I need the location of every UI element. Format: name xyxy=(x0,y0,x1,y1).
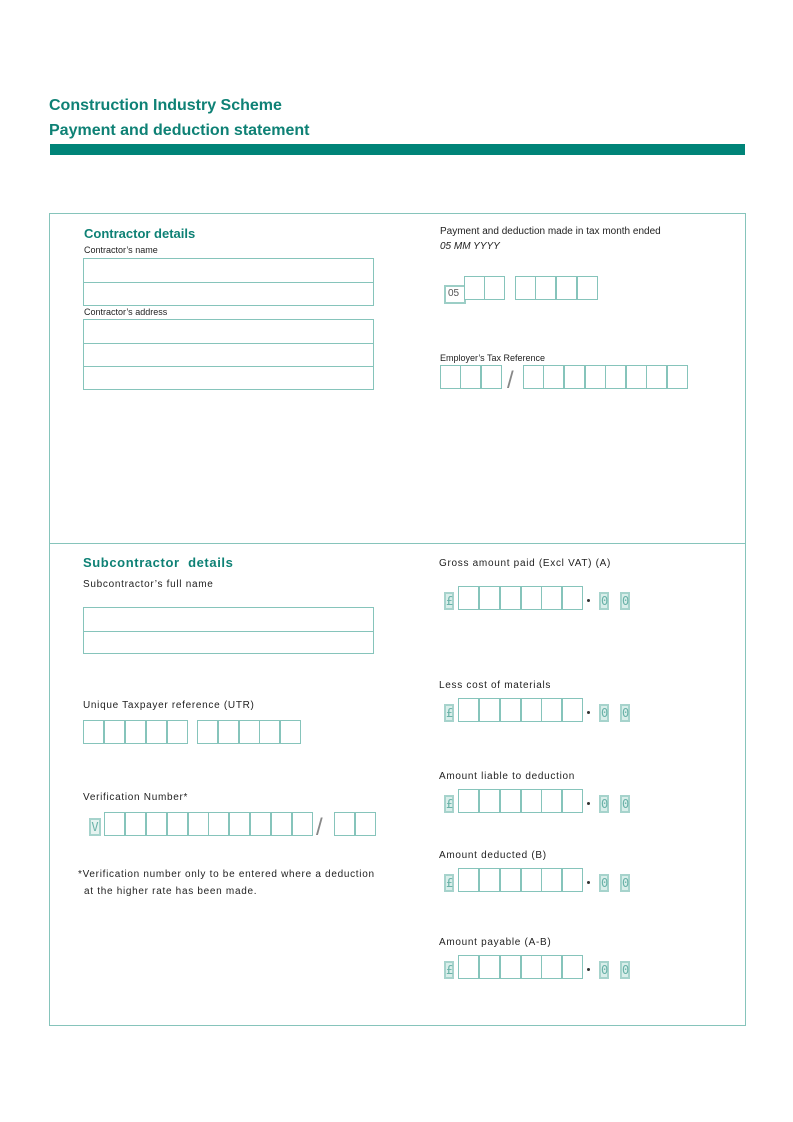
footnote-line-1: *Verification number only to be entered where a deduction xyxy=(78,869,375,880)
deducted-pounds-box-4[interactable] xyxy=(521,868,542,892)
employer-ref-box-6[interactable] xyxy=(626,365,647,389)
contractor-name-label: Contractor’s name xyxy=(84,245,158,255)
payable-pounds-box-4[interactable] xyxy=(521,955,542,979)
verification-box-8[interactable] xyxy=(250,812,271,836)
gross-pounds-box-5[interactable] xyxy=(541,586,562,610)
liable-pounds-box-1[interactable] xyxy=(458,789,479,813)
employer-ref-box-7[interactable] xyxy=(646,365,667,389)
liable-currency-icon: £ xyxy=(446,797,454,811)
tax-month-mm-box-2[interactable] xyxy=(484,276,505,300)
payable-label: Amount payable (A-B) xyxy=(439,937,552,948)
liable-pence-box-2[interactable]: 0 xyxy=(622,797,630,811)
contractor-name-field-1[interactable] xyxy=(83,258,374,283)
subcontractor-name-field-1[interactable] xyxy=(83,607,374,632)
payable-pounds-box-2[interactable] xyxy=(479,955,500,979)
utr-box-5[interactable] xyxy=(167,720,188,744)
materials-pounds-box-3[interactable] xyxy=(500,698,521,722)
materials-pounds-box-6[interactable] xyxy=(562,698,583,722)
verification-box-6[interactable] xyxy=(208,812,229,836)
employer-ref-separator: / xyxy=(507,367,514,394)
verification-prefix-box: V xyxy=(89,818,101,836)
employer-ref-box-2[interactable] xyxy=(543,365,564,389)
subcontractor-name-field-2[interactable] xyxy=(83,631,374,654)
materials-pence-box-1[interactable]: 0 xyxy=(601,706,609,720)
liable-pence-box-1[interactable]: 0 xyxy=(601,797,609,811)
gross-amount-label: Gross amount paid (Excl VAT) (A) xyxy=(439,558,612,569)
employer-ref-box-1[interactable] xyxy=(523,365,544,389)
employer-ref-office-box-1[interactable] xyxy=(440,365,461,389)
deducted-label: Amount deducted (B) xyxy=(439,850,547,861)
deducted-pounds-box-3[interactable] xyxy=(500,868,521,892)
materials-pounds-box-5[interactable] xyxy=(541,698,562,722)
materials-decimal-point xyxy=(587,711,590,714)
deducted-pounds-box-1[interactable] xyxy=(458,868,479,892)
gross-decimal-point xyxy=(587,599,590,602)
liable-decimal-point xyxy=(587,802,590,805)
employer-ref-box-8[interactable] xyxy=(667,365,688,389)
verification-box-1[interactable] xyxy=(104,812,125,836)
utr-box-2[interactable] xyxy=(104,720,125,744)
verification-box-4[interactable] xyxy=(167,812,188,836)
liable-pounds-box-2[interactable] xyxy=(479,789,500,813)
payable-pounds-box-5[interactable] xyxy=(541,955,562,979)
deducted-pounds-box-5[interactable] xyxy=(541,868,562,892)
tax-month-mm-box-1[interactable] xyxy=(464,276,485,300)
utr-label: Unique Taxpayer reference (UTR) xyxy=(83,700,255,711)
materials-pounds-box-4[interactable] xyxy=(521,698,542,722)
form-title: Construction Industry Scheme xyxy=(49,97,282,114)
tax-month-yyyy-box-4[interactable] xyxy=(577,276,598,300)
utr-box-4[interactable] xyxy=(146,720,167,744)
subcontractor-heading: Subcontractor details xyxy=(83,555,234,570)
liable-label: Amount liable to deduction xyxy=(439,771,576,782)
utr-box-7[interactable] xyxy=(218,720,239,744)
tax-month-yyyy-box-3[interactable] xyxy=(556,276,577,300)
header-band xyxy=(50,144,745,155)
materials-pence-box-2[interactable]: 0 xyxy=(622,706,630,720)
deducted-pence-box-2[interactable]: 0 xyxy=(622,876,630,890)
utr-box-9[interactable] xyxy=(259,720,280,744)
payable-decimal-point xyxy=(587,968,590,971)
utr-box-8[interactable] xyxy=(239,720,260,744)
utr-box-1[interactable] xyxy=(83,720,104,744)
gross-pounds-box-6[interactable] xyxy=(562,586,583,610)
liable-pounds-box-6[interactable] xyxy=(562,789,583,813)
payable-pence-box-1[interactable]: 0 xyxy=(601,963,609,977)
gross-pence-box-1[interactable]: 0 xyxy=(601,594,609,608)
tax-month-label: Payment and deduction made in tax month ended xyxy=(440,226,661,237)
payable-pounds-box-1[interactable] xyxy=(458,955,479,979)
employer-ref-office-box-3[interactable] xyxy=(481,365,502,389)
liable-pounds-box-5[interactable] xyxy=(541,789,562,813)
gross-currency-icon: £ xyxy=(446,594,454,608)
verification-suffix-box-1[interactable] xyxy=(334,812,355,836)
contractor-address-field-3[interactable] xyxy=(83,366,374,390)
gross-pounds-box-4[interactable] xyxy=(521,586,542,610)
materials-label: Less cost of materials xyxy=(439,680,552,691)
deducted-pounds-box-6[interactable] xyxy=(562,868,583,892)
payable-pounds-box-3[interactable] xyxy=(500,955,521,979)
tax-month-yyyy-box-1[interactable] xyxy=(515,276,536,300)
verification-separator: / xyxy=(316,814,323,841)
footnote-line-2: at the higher rate has been made. xyxy=(84,886,258,897)
verification-box-9[interactable] xyxy=(271,812,292,836)
utr-box-6[interactable] xyxy=(197,720,218,744)
payable-pence-box-2[interactable]: 0 xyxy=(622,963,630,977)
employer-ref-label: Employer’s Tax Reference xyxy=(440,353,546,363)
liable-pounds-box-4[interactable] xyxy=(521,789,542,813)
verification-suffix-box-2[interactable] xyxy=(355,812,376,836)
deducted-pence-box-1[interactable]: 0 xyxy=(601,876,609,890)
contractor-name-field-2[interactable] xyxy=(83,282,374,306)
deducted-decimal-point xyxy=(587,881,590,884)
verification-label: Verification Number* xyxy=(83,792,189,803)
payable-currency-icon: £ xyxy=(446,963,454,977)
deducted-pounds-box-2[interactable] xyxy=(479,868,500,892)
contractor-heading: Contractor details xyxy=(84,226,196,241)
gross-pounds-box-1[interactable] xyxy=(458,586,479,610)
verification-box-10[interactable] xyxy=(292,812,313,836)
tax-month-format: 05 MM YYYY xyxy=(440,241,500,252)
verification-box-2[interactable] xyxy=(125,812,146,836)
employer-ref-box-3[interactable] xyxy=(564,365,585,389)
materials-pounds-box-2[interactable] xyxy=(479,698,500,722)
materials-pounds-box-1[interactable] xyxy=(458,698,479,722)
tax-month-day-box: 05 xyxy=(444,285,466,304)
employer-ref-box-4[interactable] xyxy=(585,365,606,389)
subcontractor-name-label: Subcontractor’s full name xyxy=(83,579,214,590)
tax-month-yyyy-box-2[interactable] xyxy=(535,276,556,300)
employer-ref-office-box-2[interactable] xyxy=(460,365,481,389)
payable-pounds-box-6[interactable] xyxy=(562,955,583,979)
verification-box-7[interactable] xyxy=(229,812,250,836)
verification-box-3[interactable] xyxy=(146,812,167,836)
materials-currency-icon: £ xyxy=(446,706,454,720)
employer-ref-box-5[interactable] xyxy=(605,365,626,389)
form-subtitle: Payment and deduction statement xyxy=(49,122,310,139)
deducted-currency-icon: £ xyxy=(446,876,454,890)
utr-box-3[interactable] xyxy=(125,720,146,744)
utr-box-10[interactable] xyxy=(280,720,301,744)
contractor-address-label: Contractor’s address xyxy=(84,307,168,317)
contractor-address-field-1[interactable] xyxy=(83,319,374,344)
contractor-address-field-2[interactable] xyxy=(83,343,374,367)
gross-pounds-box-3[interactable] xyxy=(500,586,521,610)
gross-pounds-box-2[interactable] xyxy=(479,586,500,610)
verification-box-5[interactable] xyxy=(188,812,209,836)
gross-pence-box-2[interactable]: 0 xyxy=(622,594,630,608)
liable-pounds-box-3[interactable] xyxy=(500,789,521,813)
